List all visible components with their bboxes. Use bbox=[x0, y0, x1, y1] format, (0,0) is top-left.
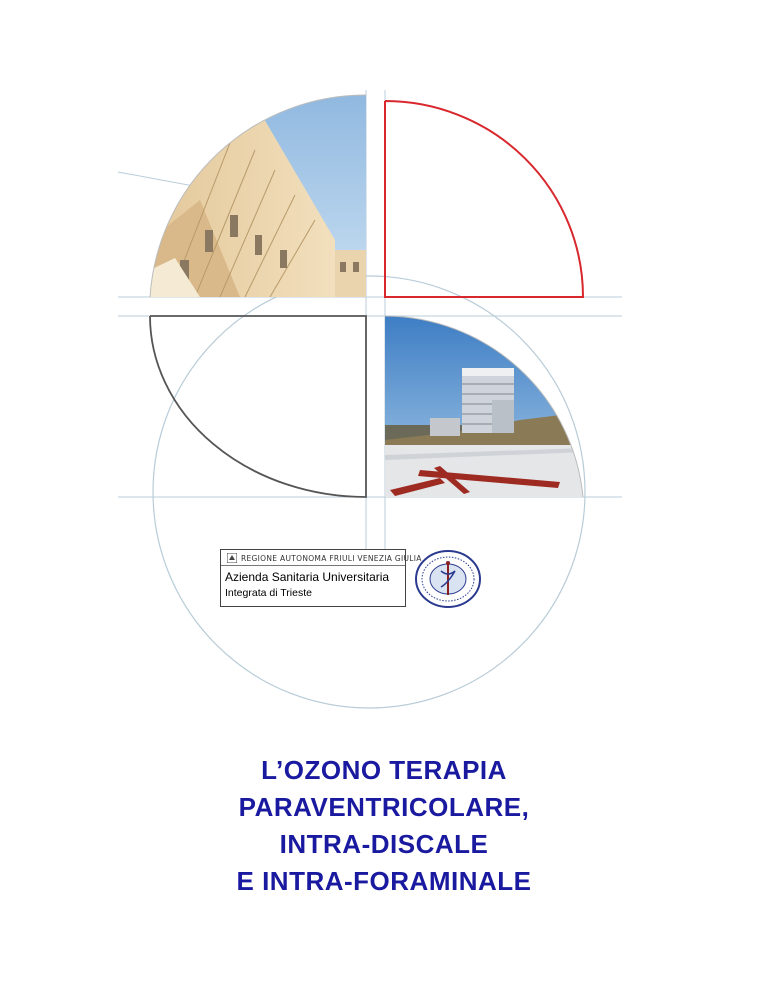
guide-lines bbox=[118, 90, 622, 598]
asuit-logo bbox=[220, 549, 422, 607]
region-emblem-icon bbox=[227, 553, 237, 563]
title-line-3: INTRA-DISCALE bbox=[279, 829, 489, 859]
agency-subtitle: Integrata di Trieste bbox=[225, 587, 312, 599]
gray-quarter-arc bbox=[150, 316, 366, 497]
document-title bbox=[0, 752, 768, 900]
region-name: REGIONE AUTONOMA FRIULI VENEZIA GIULIA bbox=[241, 554, 422, 563]
society-seal-icon bbox=[414, 549, 482, 609]
logo-divider bbox=[221, 565, 405, 566]
agency-name: Azienda Sanitaria Universitaria bbox=[225, 570, 390, 584]
title-line-1: L’OZONO TERAPIA bbox=[261, 755, 507, 785]
title-line-4: E INTRA-FORAMINALE bbox=[236, 866, 532, 896]
red-quarter-arc bbox=[385, 101, 583, 297]
title-line-2: PARAVENTRICOLARE, bbox=[238, 792, 530, 822]
